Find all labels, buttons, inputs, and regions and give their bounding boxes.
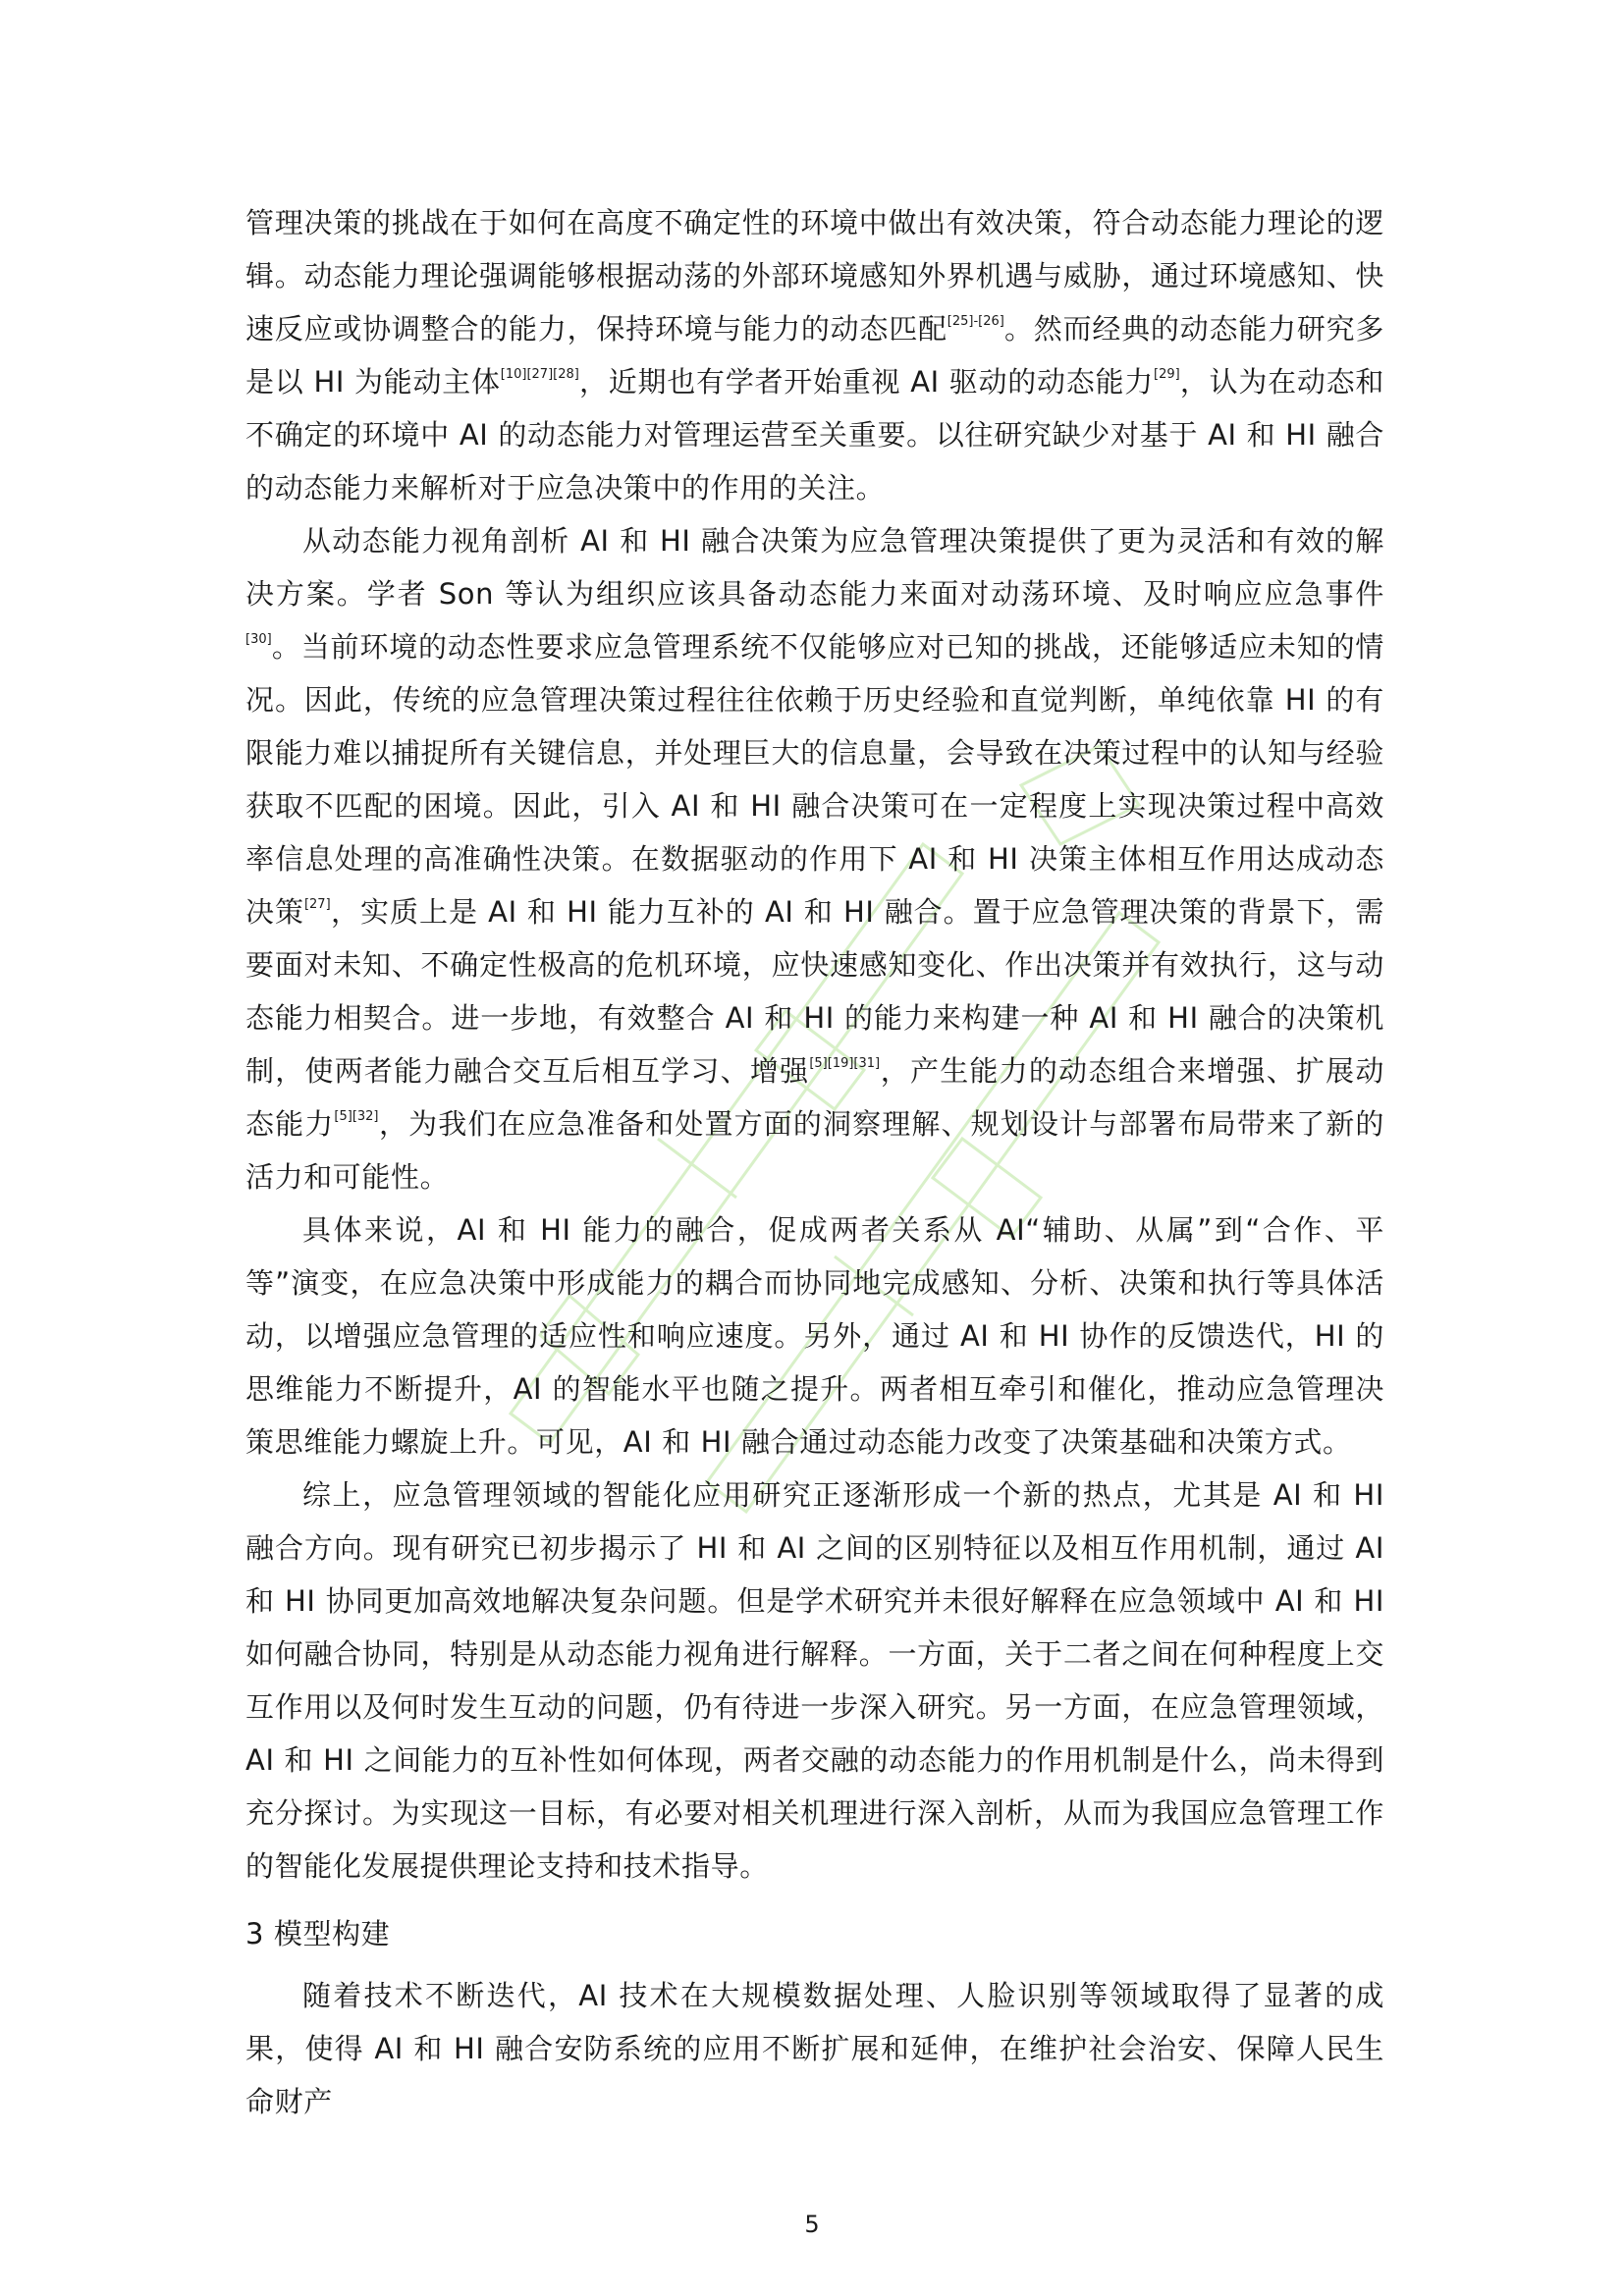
paragraph-summary — [245, 1468, 1384, 1893]
citation: [10][27][28] — [500, 367, 579, 382]
paragraph-dynamic-capability — [245, 514, 1384, 1203]
citation: [5][19][31] — [809, 1056, 881, 1071]
citation: [30] — [245, 632, 272, 647]
paragraph-model — [245, 1969, 1384, 2128]
paragraph-text: 综上，应急管理领域的智能化应用研究正逐渐形成一个新的热点，尤其是 AI 和 HI 融合方向。现有研究已初步揭示了 HI 和 AI 之间的区别特征以及相互作用机制，通过 AI 和 HI 协同更加高效地解决复杂问题。但是学术研究并未很好解释在应急领域中 AI 和 HI 如何融合协同，特别是从动态能力视角进行解释。一方面，关于二者之间在何种程度上交互作用以及何时发生互动的问题，仍有待进一步深入研究。另一方面，在应急管理领域，AI 和 HI 之间能力的互补性如何体现，两者交融的动态能力的作用机制是什么，尚未得到充分探讨。为实现这一目标，有必要对相关机理进行深入剖析，从而为我国应急管理工作的智能化发展提供理论支持和技术指导。 — [245, 1478, 1384, 1883]
paragraph-text: 从动态能力视角剖析 AI 和 HI 融合决策为应急管理决策提供了更为灵活和有效的解决方案。学者 Son 等认为组织应该具备动态能力来面对动荡环境、及时响应应急事件[30]。当前环境的动态性要求应急管理系统不仅能够应对已知的挑战，还能够适应未知的情况。因此，传统的应急管理决策过程往往依赖于历史经验和直觉判断，单纯依靠 HI 的有限能力难以捕捉所有关键信息，并处理巨大的信息量，会导致在决策过程中的认知与经验获取不匹配的困境。因此，引入 AI 和 HI 融合决策可在一定程度上实现决策过程中高效率信息处理的高准确性决策。在数据驱动的作用下 AI 和 HI 决策主体相互作用达成动态决策[27]，实质上是 AI 和 HI 能力互补的 AI 和 HI 融合。置于应急管理决策的背景下，需要面对未知、不确定性极高的危机环境，应快速感知变化、作出决策并有效执行，这与动态能力相契合。进一步地，有效整合 AI 和 HI 的能力来构建一种 AI 和 HI 融合的决策机制，使两者能力融合交互后相互学习、增强[5][19][31]，产生能力的动态组合来增强、扩展动态能力[5][32]，为我们在应急准备和处置方面的洞察理解、规划设计与部署布局带来了新的活力和可能性。 — [245, 524, 1385, 1194]
section-heading: 3 模型构建 — [245, 1917, 391, 1950]
citation: [27] — [303, 897, 331, 912]
paragraph-text: 具体来说，AI 和 HI 能力的融合，促成两者关系从 AI“辅助、从属”到“合作、平等”演变，在应急决策中形成能力的耦合而协同地完成感知、分析、决策和执行等具体活动，以增强应急管理的适应性和响应速度。另外，通过 AI 和 HI 协作的反馈迭代，HI 的思维能力不断提升，AI 的智能水平也随之提升。两者相互牵引和催化，推动应急管理决策思维能力螺旋上升。可见，AI 和 HI 融合通过动态能力改变了决策基础和决策方式。 — [245, 1213, 1384, 1459]
paragraph-text: 随着技术不断迭代，AI 技术在大规模数据处理、人脸识别等领域取得了显著的成果，使得 AI 和 HI 融合安防系统的应用不断扩展和延伸，在维护社会治安、保障人民生命财产 — [245, 1979, 1384, 2118]
paragraph-specifically — [245, 1203, 1384, 1468]
citation: [29] — [1154, 367, 1180, 382]
page-number: 5 — [804, 2211, 820, 2238]
paragraph-text: 管理决策的挑战在于如何在高度不确定性的环境中做出有效决策，符合动态能力理论的逻辑。动态能力理论强调能够根据动荡的外部环境感知外界机遇与威胁，通过环境感知、快速反应或协调整合的能力，保持环境与能力的动态匹配[25]-[26]。然而经典的动态能力研究多是以 HI 为能动主体[10][27][28]，近期也有学者开始重视 AI 驱动的动态能力[29]，认为在动态和不确定的环境中 AI 的动态能力对管理运营至关重要。以往研究缺少对基于 AI 和 HI 融合的动态能力来解析对于应急决策中的作用的关注。 — [245, 206, 1384, 505]
paragraph-continued — [245, 196, 1384, 514]
citation: [25]-[26] — [947, 314, 1004, 329]
citation: [5][32] — [334, 1109, 379, 1124]
